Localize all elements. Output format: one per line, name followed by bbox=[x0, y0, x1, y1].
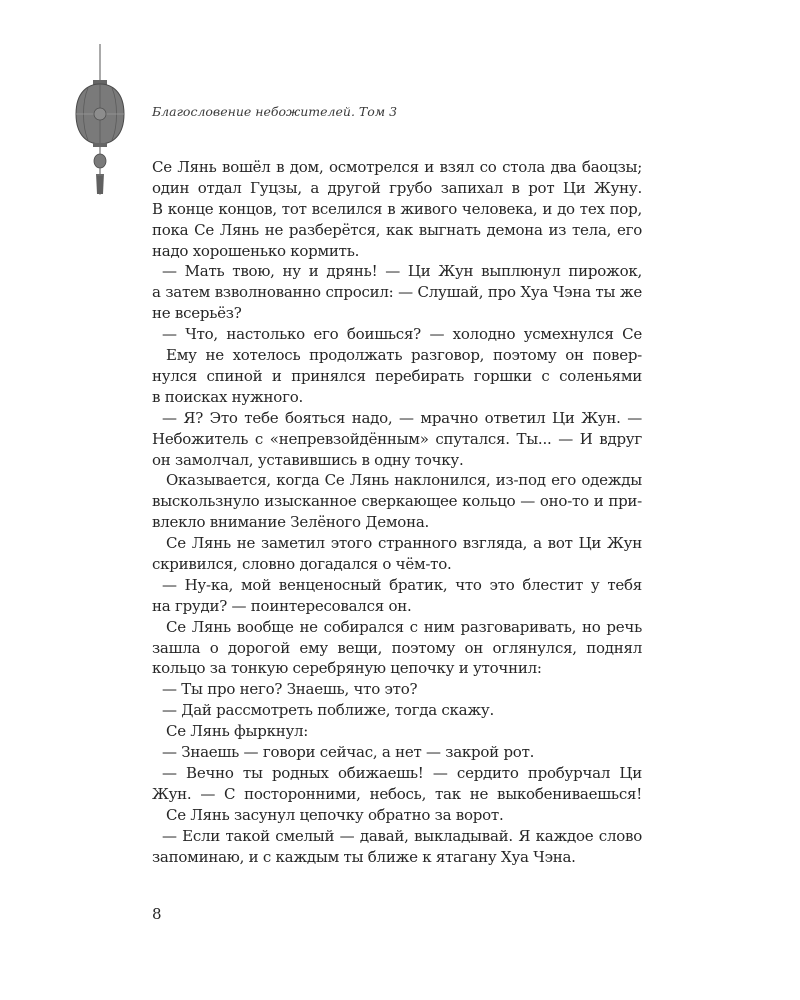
text-line: зашла о дорогой ему вещи, поэтому он оглянулся, поднял bbox=[152, 638, 642, 657]
text-line: Жун. — С посторонними, небось, так не выкобениваешься! bbox=[152, 784, 642, 803]
text-line: — Ну-ка, мой венценосный братик, что это блестит у тебя bbox=[162, 575, 642, 594]
text-line: пока Се Лянь не разберётся, как выгнать демона из тела, его bbox=[152, 220, 642, 239]
text-line: — Ты про него? Знаешь, что это? bbox=[162, 680, 418, 699]
text-line: — Вечно ты родных обижаешь! — сердито пробурчал Ци bbox=[162, 764, 642, 783]
text-line: нулся спиной и принялся перебирать горшки с соленьями bbox=[152, 366, 642, 385]
text-line: — Я? Это тебе бояться надо, — мрачно ответил Ци Жун. — bbox=[162, 408, 642, 427]
text-line: а затем взволнованно спросил: — Слушай, про Хуа Чэна ты же bbox=[152, 283, 642, 302]
text-line: — Дай рассмотреть поближе, тогда скажу. bbox=[162, 701, 495, 720]
text-line: Ему не хотелось продолжать разговор, поэтому он повер- bbox=[166, 346, 642, 365]
running-header: Благословение небожителей. Том 3 bbox=[152, 104, 398, 119]
text-line: Се Лянь не заметил этого странного взгляда, а вот Ци Жун bbox=[166, 534, 642, 553]
text-line: кольцо за тонкую серебряную цепочку и уточнил: bbox=[152, 659, 542, 678]
text-line: — Что, настолько его боишься? — холодно усмехнулся Се bbox=[162, 325, 642, 344]
text-line: запоминаю, и с каждым ты ближе к ятагану Хуа Чэна. bbox=[152, 847, 576, 866]
text-line: один отдал Гуцзы, а другой грубо запихал в рот Ци Жуну. bbox=[152, 178, 642, 197]
text-line: Се Лянь засунул цепочку обратно за ворот. bbox=[166, 805, 504, 824]
text-line: он замолчал, уставившись в одну точку. bbox=[152, 450, 464, 469]
text-line: Се Лянь вообще не собирался с ним разговаривать, но речь bbox=[166, 617, 642, 636]
text-line: Се Лянь вошёл в дом, осмотрелся и взял со стола два баоцзы; bbox=[152, 158, 642, 176]
text-line: не всерьёз? bbox=[152, 304, 242, 323]
text-line: на груди? — поинтересовался он. bbox=[152, 596, 412, 615]
text-line: выскользнуло изысканное сверкающее кольцо — оно-то и при- bbox=[152, 492, 642, 511]
text-line: В конце концов, тот вселился в живого человека, и до тех пор, bbox=[152, 199, 642, 218]
text-line: — Мать твою, ну и дрянь! — Ци Жун выплюнул пирожок, bbox=[162, 262, 642, 281]
text-line: Оказывается, когда Се Лянь наклонился, из-под его одежды bbox=[166, 471, 642, 490]
text-line: надо хорошенько кормить. bbox=[152, 241, 360, 260]
lantern-ornament-icon bbox=[70, 44, 130, 196]
text-line: — Если такой смелый — давай, выкладывай. Я каждое слово bbox=[162, 826, 642, 845]
text-line: Небожитель с «непревзойдённым» спутался. Ты... — И вдруг bbox=[152, 429, 642, 448]
text-line: — Знаешь — говори сейчас, а нет — закрой рот. bbox=[162, 743, 535, 762]
text-line: влекло внимание Зелёного Демона. bbox=[152, 513, 430, 532]
text-line: Се Лянь фыркнул: bbox=[166, 722, 309, 741]
text-line: в поисках нужного. bbox=[152, 387, 303, 406]
page-number: 8 bbox=[152, 905, 162, 923]
page-text bbox=[152, 157, 642, 868]
text-line: скривился, словно догадался о чём-то. bbox=[152, 555, 452, 573]
